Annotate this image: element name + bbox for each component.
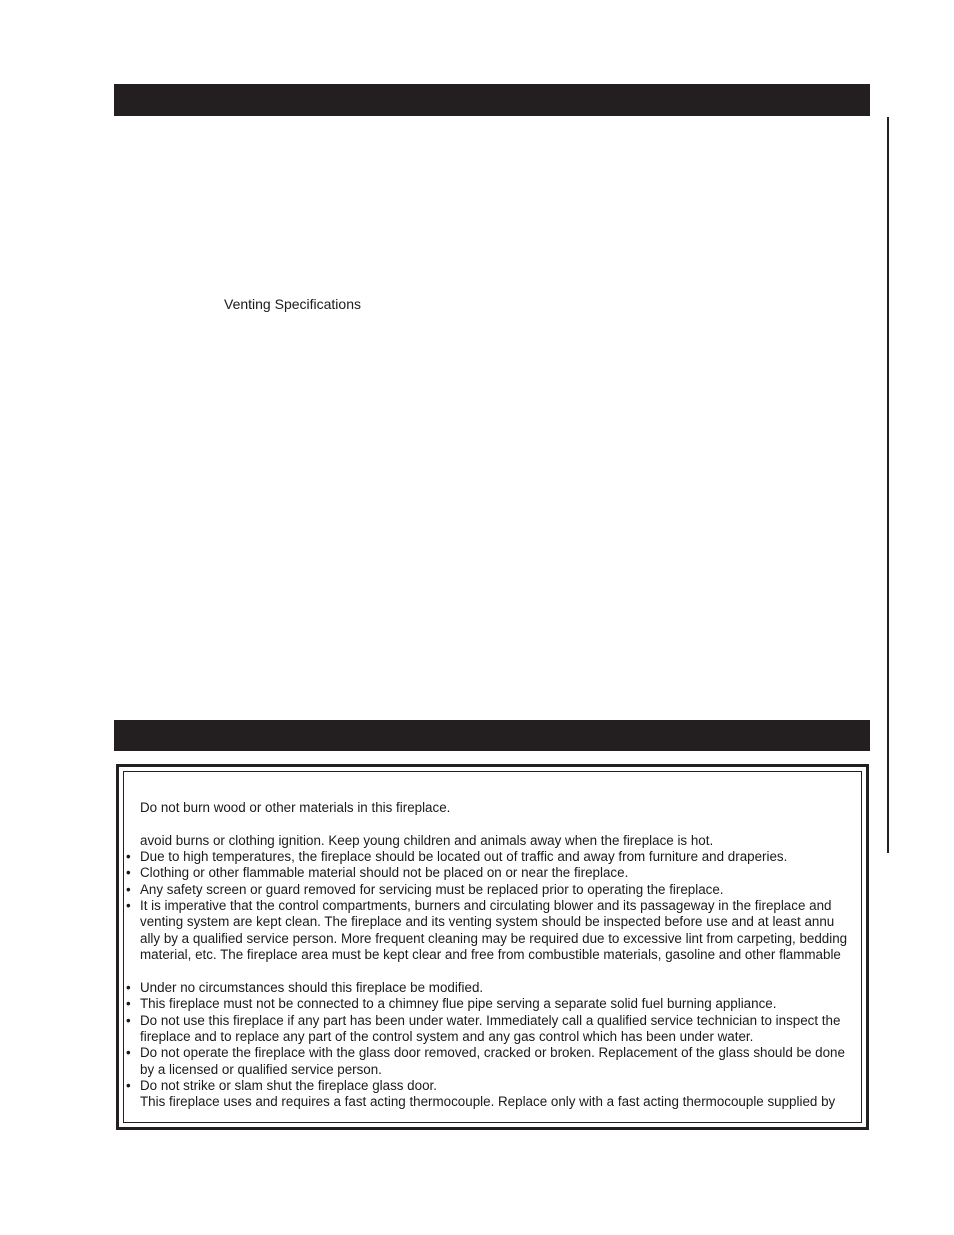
bullet-marker: • — [126, 1045, 131, 1060]
safety-warning-box — [116, 764, 869, 1130]
safety-line-text: Due to high temperatures, the fireplace should be located out of traffic and away from furniture and draperies. — [140, 849, 788, 864]
safety-line-text: Do not strike or slam shut the fireplace glass door. — [140, 1078, 437, 1093]
bullet-marker: • — [126, 1078, 131, 1093]
safety-line-text: venting system are kept clean. The fireplace and its venting system should be inspected before use and at least annu — [140, 914, 835, 929]
safety-line-text: Under no circumstances should this fireplace be modified. — [140, 980, 484, 995]
bullet-marker: • — [126, 882, 131, 897]
section-header-bar-top — [114, 84, 870, 116]
safety-line-text: This fireplace uses and requires a fast acting thermocouple. Replace only with a fast acting thermocouple supplied by — [140, 1094, 836, 1109]
safety-line-text: Do not use this fireplace if any part has been under water. Immediately call a qualified service technician to inspect the — [140, 1013, 841, 1028]
safety-line-text: Do not operate the fireplace with the glass door removed, cracked or broken. Replacement of the glass should be done — [140, 1045, 845, 1060]
safety-line-text: Do not burn wood or other materials in this fireplace. — [140, 800, 451, 815]
bullet-marker: • — [126, 898, 131, 913]
bullet-marker: • — [126, 996, 131, 1011]
safety-line-text: This fireplace must not be connected to a chimney flue pipe serving a separate solid fuel burning appliance. — [140, 996, 777, 1011]
section-header-bar-bottom — [114, 720, 870, 751]
safety-line-text: ally by a qualified service person. More frequent cleaning may be required due to excessive lint from carpeting, bedding — [140, 931, 848, 946]
safety-line-text: It is imperative that the control compartments, burners and circulating blower and its passageway in the fireplace and — [140, 898, 832, 913]
side-rule — [887, 117, 889, 853]
venting-specifications-label: Venting Specifications — [224, 296, 361, 312]
safety-line-text: avoid burns or clothing ignition. Keep young children and animals away when the fireplace is hot. — [140, 833, 714, 848]
safety-line-text: by a licensed or qualified service person. — [140, 1062, 382, 1077]
bullet-marker: • — [126, 865, 131, 880]
bullet-marker: • — [126, 1013, 131, 1028]
safety-line-text: Any safety screen or guard removed for servicing must be replaced prior to operating the fireplace. — [140, 882, 724, 897]
bullet-marker: • — [126, 849, 131, 864]
safety-line-text: material, etc. The fireplace area must be kept clear and free from combustible materials, gasoline and other flammable — [140, 947, 841, 962]
safety-line-text: fireplace and to replace any part of the control system and any gas control which has been under water. — [140, 1029, 754, 1044]
bullet-marker: • — [126, 980, 131, 995]
safety-line-text: Clothing or other flammable material should not be placed on or near the fireplace. — [140, 865, 629, 880]
